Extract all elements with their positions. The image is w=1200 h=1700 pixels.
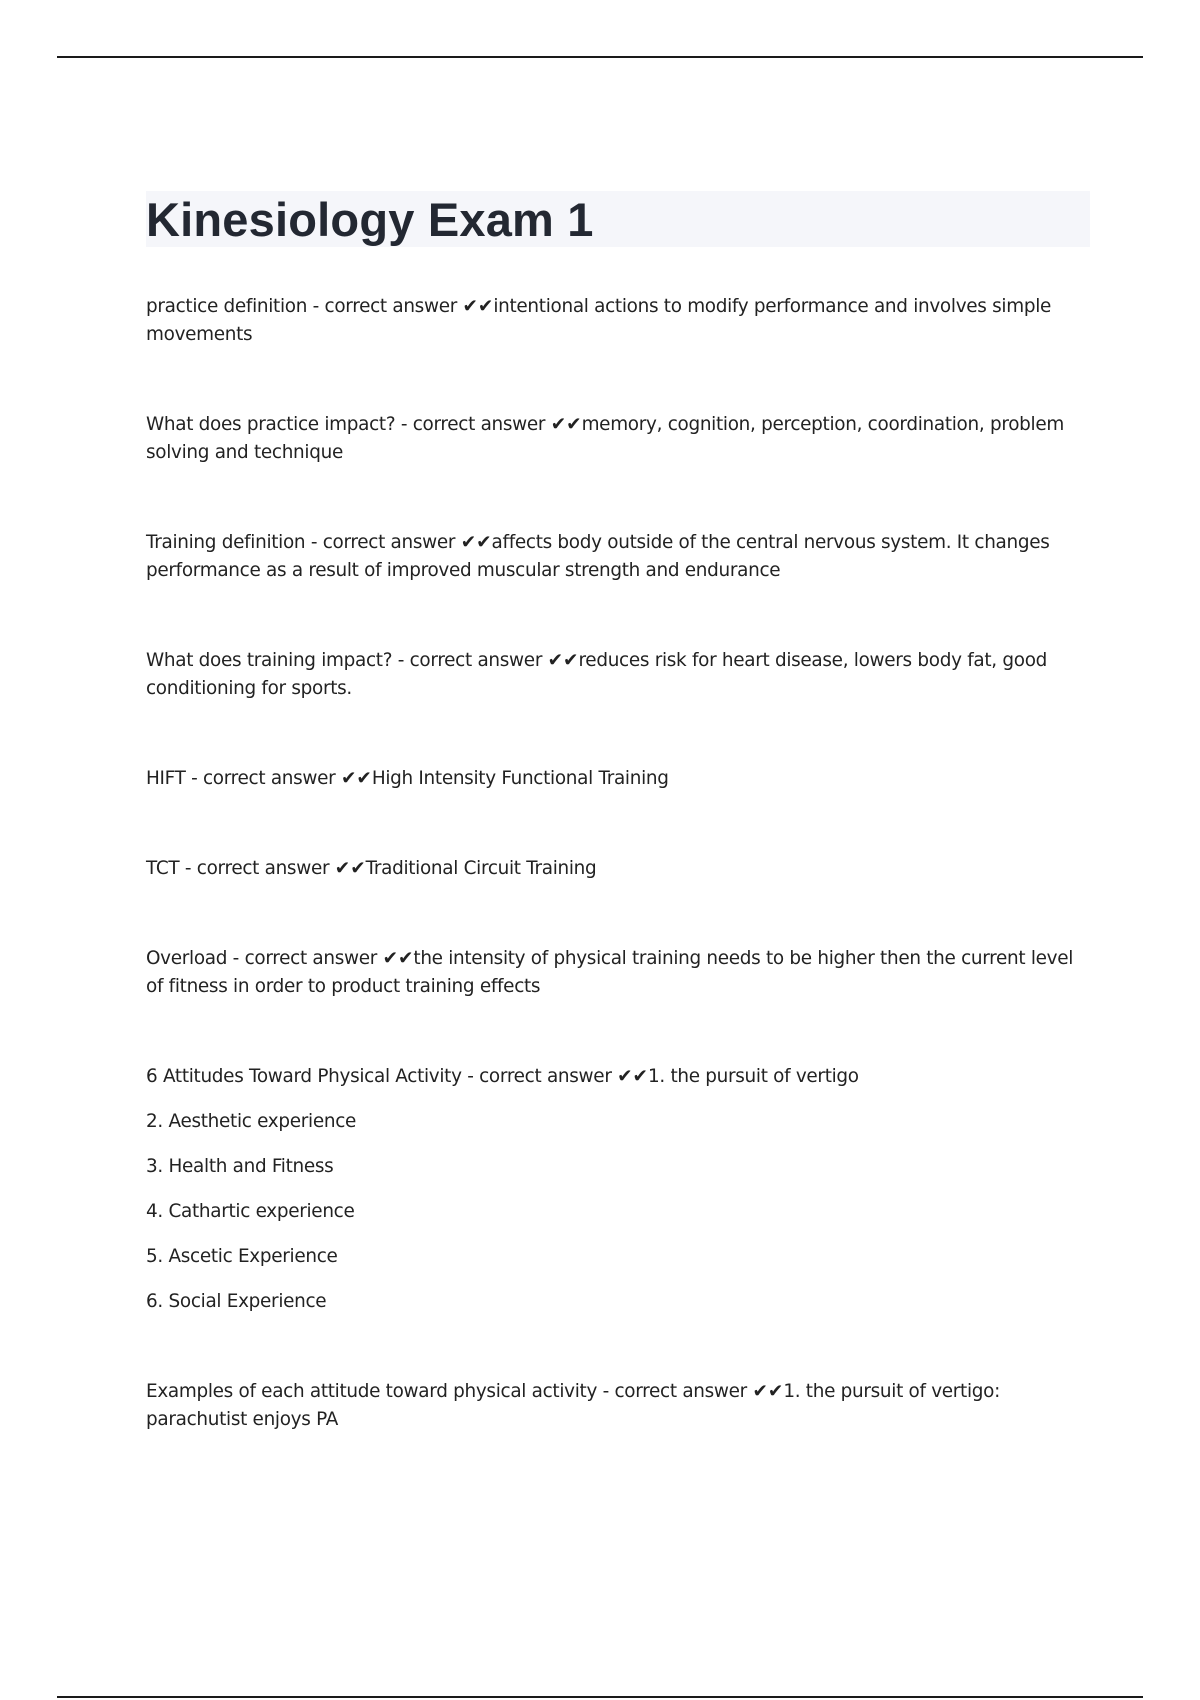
answer: intentional actions to modify performance and involves simple movements	[146, 296, 1052, 345]
separator: - correct answer	[307, 296, 463, 317]
qa-entry-training-definition	[146, 529, 1090, 585]
bottom-rule	[57, 1696, 1143, 1698]
separator: - correct answer	[305, 532, 461, 553]
term: 6 Attitudes Toward Physical Activity	[146, 1066, 462, 1087]
attitude-list-item: 2. Aesthetic experience	[146, 1111, 357, 1132]
answer: High Intensity Functional Training	[371, 768, 669, 789]
answer: memory, cognition, perception, coordination, problem solving and technique	[146, 414, 1064, 463]
answer: the intensity of physical training needs to be higher then the current level of fitness in order to product training effects	[146, 948, 1074, 997]
top-rule	[57, 56, 1143, 58]
term: What does practice impact?	[146, 414, 396, 435]
separator: - correct answer	[185, 768, 341, 789]
separator: - correct answer	[461, 1066, 618, 1087]
term: TCT	[146, 858, 180, 879]
answer: 1. the pursuit of vertigo: parachutist enjoys PA	[146, 1381, 1000, 1430]
checkmark-icon: ✔✔	[547, 650, 579, 671]
title-band	[146, 191, 1090, 247]
qa-entry-practice-impact	[146, 411, 1090, 467]
attitude-list-item: 4. Cathartic experience	[146, 1201, 355, 1222]
checkmark-icon: ✔✔	[617, 1066, 648, 1087]
checkmark-icon: ✔✔	[462, 296, 494, 317]
checkmark-icon: ✔✔	[340, 768, 372, 789]
term: Overload	[146, 948, 228, 969]
qa-entry-attitude-examples	[146, 1378, 1090, 1434]
checkmark-icon: ✔✔	[382, 948, 414, 969]
answer: affects body outside of the central nervous system. It changes performance as a result of improved muscular strength and endurance	[146, 532, 1050, 581]
term: HIFT	[146, 768, 186, 789]
qa-entry-practice-definition	[146, 293, 1090, 349]
answer: 1. the pursuit of vertigo	[647, 1066, 859, 1087]
answer: reduces risk for heart disease, lowers body fat, good conditioning for sports.	[146, 650, 1048, 699]
term: practice definition	[146, 296, 308, 317]
separator: - correct answer	[392, 650, 548, 671]
checkmark-icon: ✔✔	[460, 532, 492, 553]
term: What does training impact?	[146, 650, 393, 671]
separator: - correct answer	[395, 414, 551, 435]
separator: - correct answer	[179, 858, 335, 879]
checkmark-icon: ✔✔	[550, 414, 582, 435]
attitude-list-item: 3. Health and Fitness	[146, 1156, 334, 1177]
checkmark-icon: ✔✔	[334, 858, 366, 879]
page-title: Kinesiology Exam 1	[146, 192, 594, 246]
qa-entry-training-impact	[146, 647, 1090, 703]
qa-entry-overload	[146, 945, 1090, 1001]
separator: - correct answer	[227, 948, 383, 969]
term: Training definition	[146, 532, 306, 553]
separator: - correct answer	[597, 1381, 753, 1402]
attitude-list-item: 6. Social Experience	[146, 1291, 327, 1312]
answer: Traditional Circuit Training	[365, 858, 597, 879]
checkmark-icon: ✔✔	[752, 1381, 784, 1402]
term: Examples of each attitude toward physical activity	[146, 1381, 598, 1402]
qa-entry-six-attitudes	[146, 1063, 1090, 1091]
qa-entry-hift	[146, 765, 1090, 793]
qa-entry-tct	[146, 855, 1090, 883]
attitude-list-item: 5. Ascetic Experience	[146, 1246, 338, 1267]
document-body	[146, 191, 1090, 1496]
